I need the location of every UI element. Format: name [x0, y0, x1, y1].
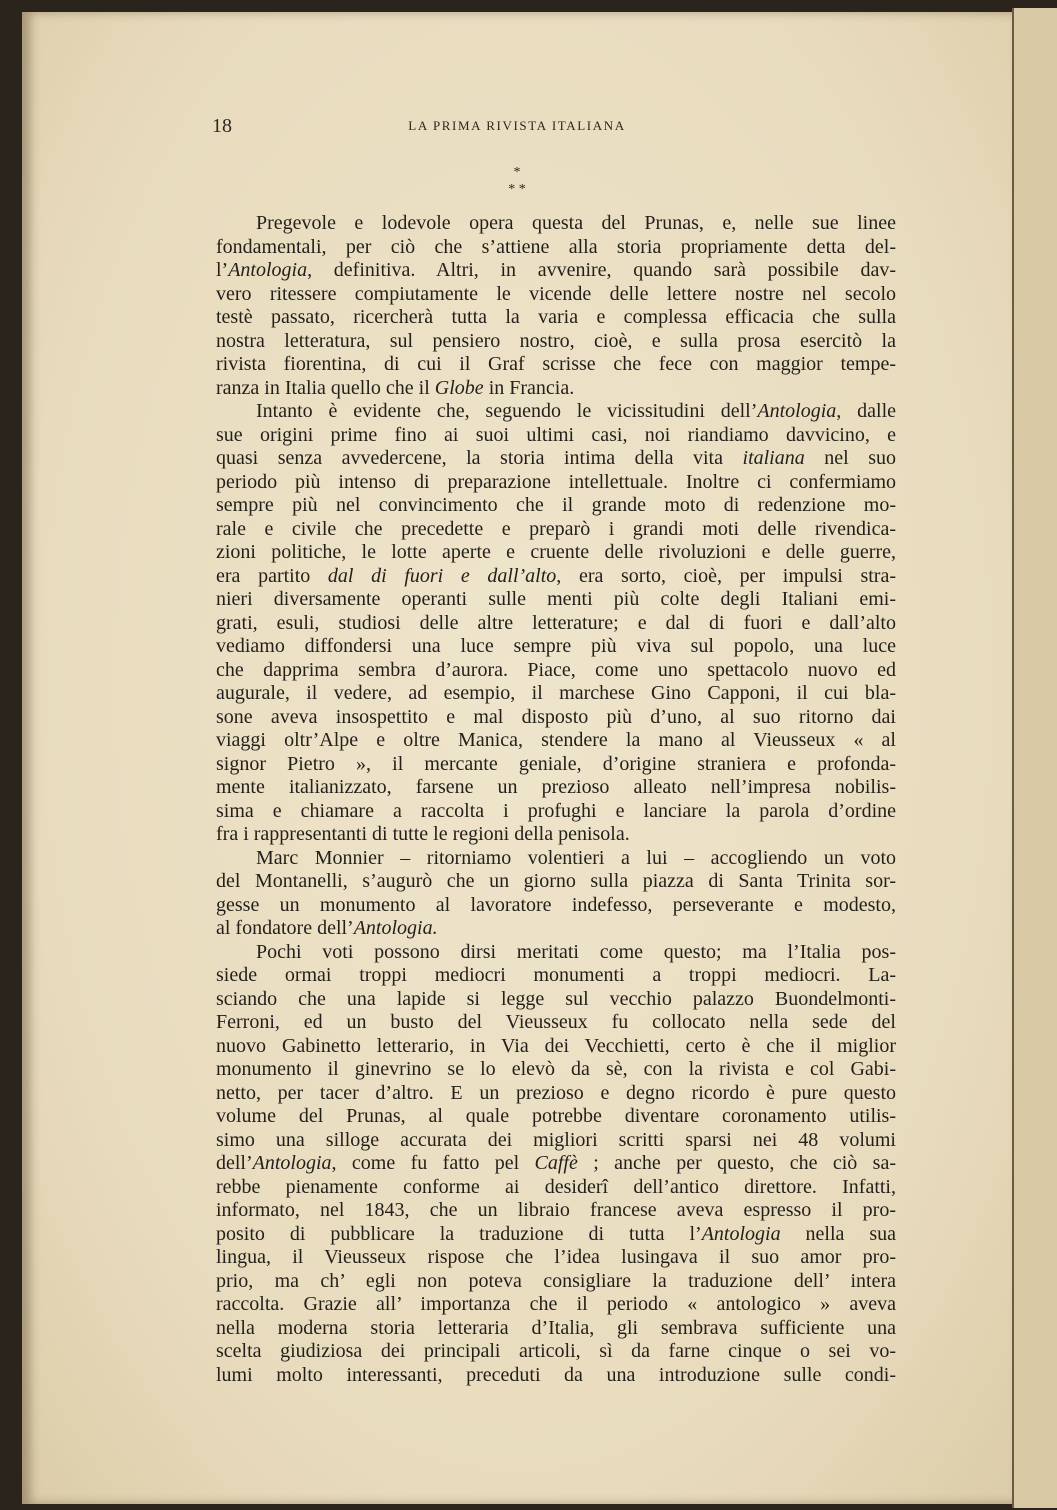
- page-number: 18: [212, 115, 232, 137]
- text-line: [216, 1317, 896, 1341]
- italic-title: dal di fuori e dall’alto: [327, 564, 557, 587]
- book-page: [22, 12, 1012, 1504]
- text-line: [216, 1011, 896, 1035]
- text-segment: scelta giudiziosa dei principali articoli, sì da farne cinque o sei vo-: [216, 1340, 896, 1362]
- text-line: [216, 1293, 896, 1317]
- text-segment: dell’: [216, 1152, 253, 1174]
- asterism-bottom: * *: [508, 182, 526, 197]
- text-line: [216, 917, 896, 941]
- text-line: [216, 1176, 896, 1200]
- text-line: [216, 424, 896, 448]
- text-segment: sciando che una lapide si legge sul vecchio palazzo Buondelmonti-: [216, 987, 896, 1010]
- text-line: [216, 612, 896, 636]
- text-segment: nuovo Gabinetto letterario, in Via dei Vecchietti, certo è che il miglior: [216, 1034, 896, 1057]
- text-line: [216, 541, 896, 565]
- text-line: [216, 941, 896, 965]
- text-segment: che dapprima sembra d’aurora. Piace, come uno spettacolo nuovo ed: [216, 658, 896, 681]
- text-segment: sue origini prime fino ai suoi ultimi casi, noi riandiamo davvicino, e: [216, 423, 896, 446]
- text-segment: in Francia.: [483, 376, 575, 399]
- text-segment: sone aveva insospettito e mal disposto più d’uno, al suo ritorno dai: [216, 705, 896, 728]
- text-line: [216, 800, 896, 824]
- text-segment: siede ormai troppi mediocri monumenti a troppi mediocri. La-: [216, 964, 896, 986]
- text-segment: fondamentali, per ciò che s’attiene alla storia propriamente detta del-: [216, 235, 896, 258]
- text-segment: nella sua: [780, 1222, 897, 1245]
- text-segment: lingua, il Vieusseux rispose che l’idea lusingava il suo amor pro-: [216, 1246, 896, 1268]
- text-segment: rivista fiorentina, di cui il Graf scrisse che fece con maggior tempe-: [216, 353, 896, 375]
- text-line: [216, 306, 896, 330]
- text-segment: zioni politiche, le lotte aperte e cruente delle rivoluzioni e delle guerre,: [216, 541, 896, 563]
- text-segment: rebbe pienamente conforme ai desiderî dell’antico direttore. Infatti,: [216, 1175, 896, 1198]
- text-segment: ; anche per questo, che ciò sa-: [577, 1152, 896, 1174]
- italic-title: italiana: [742, 447, 805, 469]
- text-line: [216, 1105, 896, 1129]
- text-segment: ranza in Italia quello che il: [216, 376, 435, 399]
- text-line: [216, 1058, 896, 1082]
- text-segment: posito di pubblicare la traduzione di tutta l’: [216, 1222, 702, 1245]
- text-line: [216, 894, 896, 918]
- text-line: [216, 1199, 896, 1223]
- facing-page-edge: [1012, 8, 1057, 1508]
- asterism-top: *: [513, 165, 521, 180]
- text-segment: quasi senza avvedercene, la storia intima della vita: [216, 447, 743, 469]
- text-segment: nella moderna storia letteraria d’Italia, gli sembrava sufficiente una: [216, 1316, 896, 1339]
- body-text: [216, 212, 896, 1387]
- text-line: [216, 729, 896, 753]
- text-segment: , era sorto, cioè, per impulsi stra-: [556, 564, 896, 587]
- text-segment: prio, ma ch’ egli non poteva consigliare la traduzione dell’ intera: [216, 1269, 896, 1292]
- text-segment: nieri diversamente operanti sulle menti più colte degli Italiani emi-: [216, 588, 896, 610]
- italic-title: Globe: [434, 376, 484, 399]
- text-segment: nel suo: [804, 447, 896, 469]
- text-segment: testè passato, ricercherà tutta la varia e complessa efficacia che sulla: [216, 306, 896, 328]
- text-line: [216, 588, 896, 612]
- text-line: [216, 565, 896, 589]
- text-line: [216, 870, 896, 894]
- text-line: [216, 377, 896, 401]
- text-segment: Pochi voti possono dirsi meritati come questo; ma l’Italia pos-: [256, 940, 896, 963]
- page-header: [22, 112, 1012, 140]
- text-segment: fra i rappresentanti di tutte le regioni della penisola.: [216, 823, 630, 845]
- text-segment: nostra letteratura, sul pensiero nostro, cioè, e sulla prosa esercitò la: [216, 329, 896, 352]
- text-line: [216, 518, 896, 542]
- text-segment: del Montanelli, s’augurò che un giorno sulla piazza di Santa Trinita sor-: [216, 870, 896, 892]
- text-line: [216, 1152, 896, 1176]
- text-segment: , come fu fatto pel: [331, 1152, 535, 1174]
- text-segment: gesse un monumento al lavoratore indefesso, perseverante e modesto,: [216, 893, 896, 916]
- text-segment: signor Pietro », il mercante geniale, d’origine straniera e profonda-: [216, 752, 896, 775]
- text-segment: Pregevole e lodevole opera questa del Prunas, e, nelle sue linee: [256, 212, 896, 234]
- italic-title: Antologia: [252, 1152, 332, 1174]
- italic-title: Antologia.: [353, 917, 438, 939]
- text-line: [216, 988, 896, 1012]
- italic-title: Antologia: [701, 1222, 781, 1245]
- text-line: [216, 1270, 896, 1294]
- text-line: [216, 447, 896, 471]
- text-segment: l’: [216, 259, 229, 281]
- text-line: [216, 494, 896, 518]
- text-line: [216, 236, 896, 260]
- italic-title: Antologia: [757, 400, 837, 422]
- text-segment: periodo più intenso di preparazione intellettuale. Inoltre ci confermiamo: [216, 470, 896, 493]
- text-segment: vero ritessere compiutamente le vicende delle lettere nostre nel secolo: [216, 282, 896, 305]
- text-line: [216, 964, 896, 988]
- text-line: [216, 259, 896, 283]
- text-line: [216, 330, 896, 354]
- text-line: [216, 682, 896, 706]
- asterism-divider: [22, 164, 1012, 198]
- text-segment: volume del Prunas, al quale potrebbe diventare coronamento utilis-: [216, 1105, 896, 1127]
- text-segment: , dalle: [836, 400, 896, 422]
- text-segment: sempre più nel convincimento che il grande moto di redenzione mo-: [216, 494, 896, 516]
- text-line: [216, 706, 896, 730]
- text-segment: , definitiva. Altri, in avvenire, quando sarà possibile dav-: [307, 259, 896, 281]
- text-segment: Marc Monnier – ritorniamo volentieri a lui – accogliendo un voto: [256, 846, 896, 869]
- running-title: LA PRIMA RIVISTA ITALIANA: [408, 118, 626, 133]
- text-line: [216, 659, 896, 683]
- text-segment: monumento il ginevrino se lo elevò da sè, con la rivista e col Gabi-: [216, 1058, 896, 1080]
- text-line: [216, 283, 896, 307]
- text-line: [216, 471, 896, 495]
- text-segment: augurale, il vedere, ad esempio, il marchese Gino Capponi, il cui bla-: [216, 682, 896, 704]
- text-line: [216, 635, 896, 659]
- text-segment: lumi molto interessanti, preceduti da una introduzione sulle condi-: [216, 1363, 896, 1386]
- text-line: [216, 847, 896, 871]
- text-line: [216, 1340, 896, 1364]
- text-line: [216, 776, 896, 800]
- text-line: [216, 1246, 896, 1270]
- text-segment: Intanto è evidente che, seguendo le vicissitudini dell’: [256, 400, 758, 422]
- text-segment: vediamo diffondersi una luce sempre più viva sul popolo, una luce: [216, 635, 896, 657]
- text-line: [216, 400, 896, 424]
- text-segment: simo una silloge accurata dei migliori scritti sparsi nei 48 volumi: [216, 1128, 896, 1151]
- text-segment: viaggi oltr’Alpe e oltre Manica, stendere la mano al Vieusseux « al: [216, 729, 896, 751]
- text-segment: Ferroni, ed un busto del Vieusseux fu collocato nella sede del: [216, 1011, 896, 1033]
- text-line: [216, 1082, 896, 1106]
- text-segment: mente italianizzato, farsene un prezioso alleato nell’impresa nobilis-: [216, 776, 896, 798]
- text-segment: grati, esuli, studiosi delle altre letterature; e dal di fuori e dall’alto: [216, 611, 896, 634]
- text-line: [216, 1364, 896, 1388]
- text-segment: al fondatore dell’: [216, 917, 354, 939]
- italic-title: Caffè: [534, 1152, 578, 1174]
- text-segment: era partito: [216, 564, 328, 587]
- text-line: [216, 753, 896, 777]
- text-segment: netto, per tacer d’altro. E un prezioso e degno ricordo è pure questo: [216, 1081, 896, 1104]
- text-segment: sima e chiamare a raccolta i profughi e lanciare la parola d’ordine: [216, 799, 896, 822]
- text-line: [216, 823, 896, 847]
- text-line: [216, 1035, 896, 1059]
- italic-title: Antologia: [228, 259, 308, 281]
- text-segment: raccolta. Grazie all’ importanza che il periodo « antologico » aveva: [216, 1293, 896, 1315]
- text-line: [216, 1223, 896, 1247]
- text-segment: rale e civile che precedette e preparò i grandi moti delle rivendica-: [216, 517, 896, 540]
- text-line: [216, 212, 896, 236]
- text-segment: informato, nel 1843, che un libraio francese aveva espresso il pro-: [216, 1199, 896, 1221]
- text-line: [216, 353, 896, 377]
- text-line: [216, 1129, 896, 1153]
